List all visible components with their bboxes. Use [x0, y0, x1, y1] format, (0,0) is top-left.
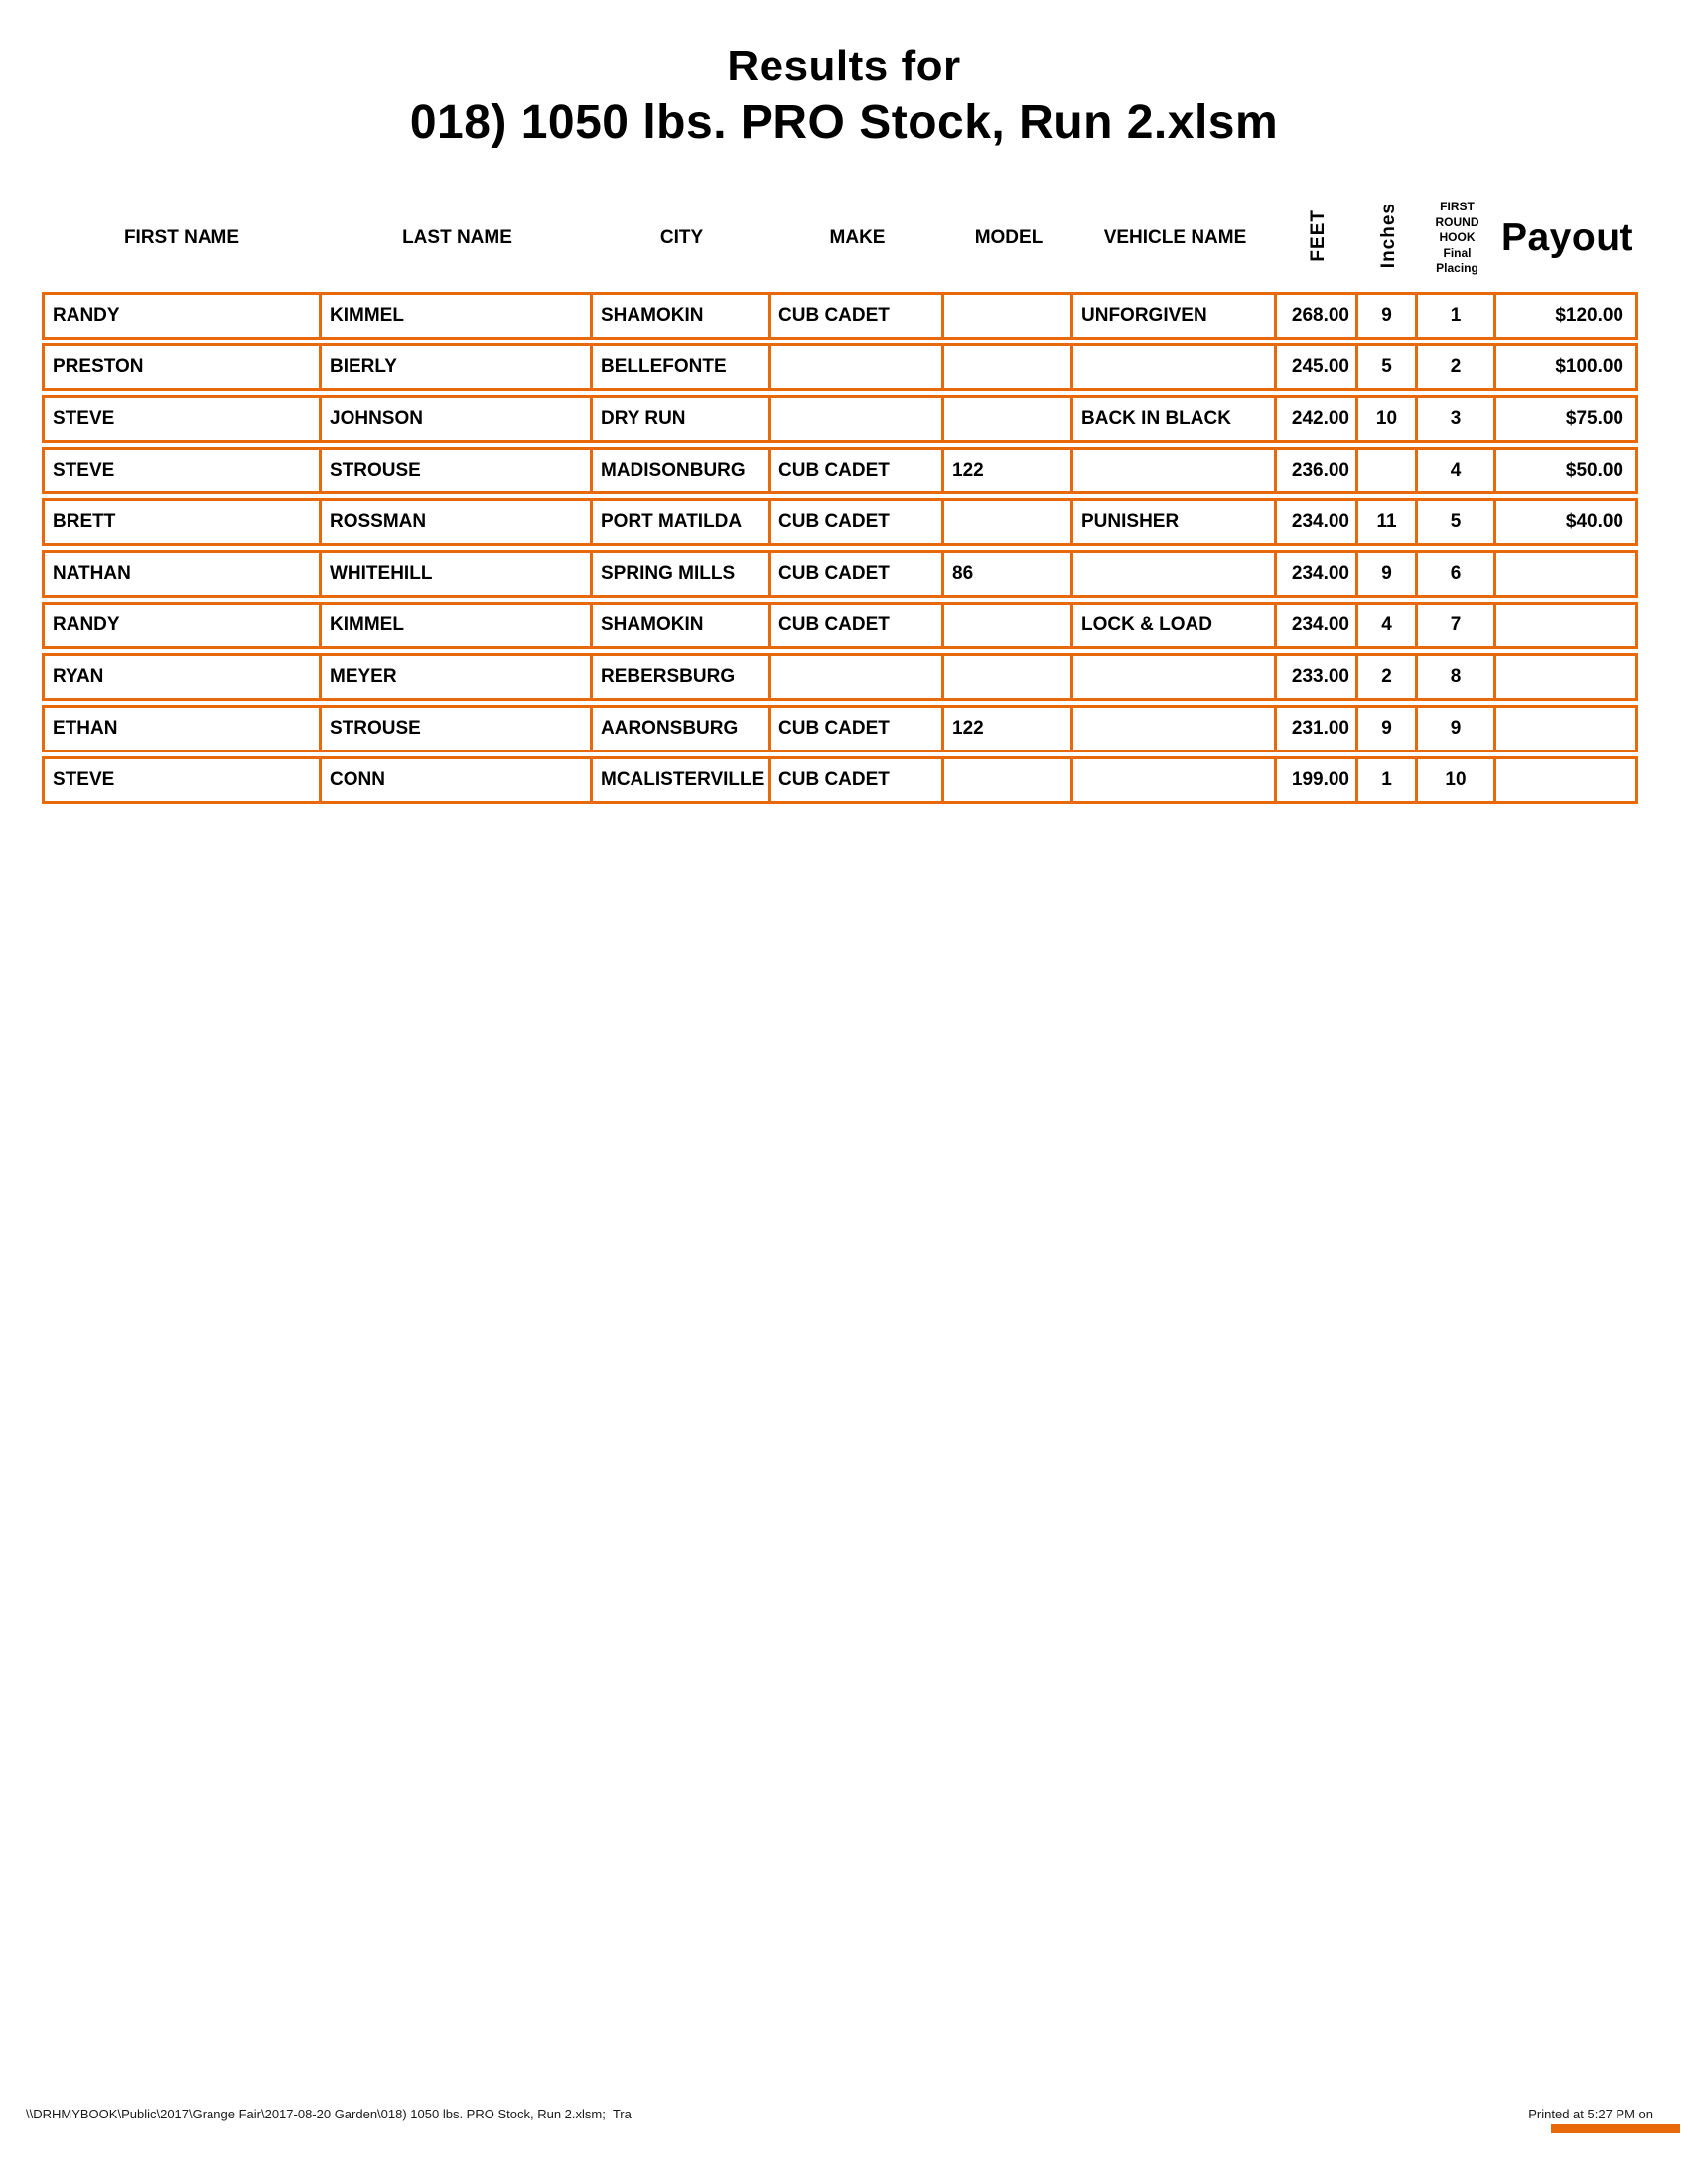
inches-rotated-label: Inches	[1377, 202, 1399, 269]
cell-make: CUB CADET	[771, 705, 944, 752]
results-table	[42, 185, 1638, 808]
cell-feet: 242.00	[1277, 395, 1358, 443]
table-row	[42, 447, 1638, 494]
placing-label-line: HOOK	[1439, 230, 1476, 245]
cell-model	[944, 395, 1073, 443]
cell-placing: 4	[1418, 447, 1496, 494]
table-row	[42, 705, 1638, 752]
cell-city: SHAMOKIN	[593, 602, 771, 649]
cell-feet: 231.00	[1277, 705, 1358, 752]
cell-feet: 245.00	[1277, 343, 1358, 391]
cell-city: SPRING MILLS	[593, 550, 771, 598]
cell-make	[771, 343, 944, 391]
col-header-make: MAKE	[829, 227, 886, 248]
cell-payout	[1496, 705, 1638, 752]
cell-feet: 234.00	[1277, 602, 1358, 649]
placing-label-line: ROUND	[1435, 214, 1479, 229]
cell-make: CUB CADET	[771, 602, 944, 649]
cell-first-name: PRESTON	[42, 343, 322, 391]
cell-vehicle-name	[1073, 550, 1277, 598]
cell-payout: $100.00	[1496, 343, 1638, 391]
page-title-line1: Results for	[727, 42, 961, 90]
cell-inches: 10	[1358, 395, 1418, 443]
cell-inches: 9	[1358, 292, 1418, 340]
cell-placing: 10	[1418, 756, 1496, 804]
cell-city: BELLEFONTE	[593, 343, 771, 391]
cell-last-name: ROSSMAN	[322, 498, 593, 546]
cell-model: 86	[944, 550, 1073, 598]
cell-inches: 11	[1358, 498, 1418, 546]
cell-payout: $120.00	[1496, 292, 1638, 340]
cell-make: CUB CADET	[771, 550, 944, 598]
cell-payout	[1496, 550, 1638, 598]
cell-last-name: STROUSE	[322, 447, 593, 494]
cell-feet: 199.00	[1277, 756, 1358, 804]
col-header-payout	[1496, 189, 1638, 288]
cell-last-name: STROUSE	[322, 705, 593, 752]
cell-model	[944, 653, 1073, 701]
col-header-placing	[1418, 189, 1496, 288]
cell-placing: 5	[1418, 498, 1496, 546]
cell-last-name: MEYER	[322, 653, 593, 701]
cell-vehicle-name	[1073, 705, 1277, 752]
cell-model	[944, 756, 1073, 804]
cell-inches: 9	[1358, 705, 1418, 752]
col-header-inches	[1358, 189, 1418, 288]
cell-vehicle-name: LOCK & LOAD	[1073, 602, 1277, 649]
cell-model	[944, 498, 1073, 546]
cell-vehicle-name: UNFORGIVEN	[1073, 292, 1277, 340]
cell-first-name: NATHAN	[42, 550, 322, 598]
cell-city: AARONSBURG	[593, 705, 771, 752]
cell-placing: 2	[1418, 343, 1496, 391]
cell-vehicle-name: BACK IN BLACK	[1073, 395, 1277, 443]
col-header-feet	[1277, 189, 1358, 288]
cell-city: REBERSBURG	[593, 653, 771, 701]
cell-city: PORT MATILDA	[593, 498, 771, 546]
cell-payout	[1496, 653, 1638, 701]
table-row	[42, 550, 1638, 598]
cell-inches: 9	[1358, 550, 1418, 598]
cell-placing: 1	[1418, 292, 1496, 340]
cell-make: CUB CADET	[771, 292, 944, 340]
cell-payout: $40.00	[1496, 498, 1638, 546]
cell-placing: 3	[1418, 395, 1496, 443]
table-row	[42, 756, 1638, 804]
cell-first-name: ETHAN	[42, 705, 322, 752]
cell-first-name: RANDY	[42, 602, 322, 649]
placing-label-line: Final	[1443, 245, 1472, 260]
col-header-first-name: FIRST NAME	[123, 227, 240, 248]
cell-vehicle-name	[1073, 343, 1277, 391]
cell-make: CUB CADET	[771, 756, 944, 804]
cell-first-name: RANDY	[42, 292, 322, 340]
feet-rotated-label: FEET	[1307, 208, 1329, 262]
cell-placing: 7	[1418, 602, 1496, 649]
table-row	[42, 653, 1638, 701]
table-row	[42, 395, 1638, 443]
header-row	[42, 189, 1638, 288]
cell-placing: 8	[1418, 653, 1496, 701]
cell-feet: 268.00	[1277, 292, 1358, 340]
col-header-model: MODEL	[974, 227, 1044, 248]
cell-inches: 1	[1358, 756, 1418, 804]
footer-printed-at: Printed at 5:27 PM on	[1528, 2107, 1653, 2121]
cell-inches: 4	[1358, 602, 1418, 649]
placing-label-line: FIRST	[1440, 200, 1475, 214]
cell-first-name: STEVE	[42, 395, 322, 443]
placing-label-line: Placing	[1436, 261, 1478, 276]
cell-last-name: BIERLY	[322, 343, 593, 391]
cell-vehicle-name: PUNISHER	[1073, 498, 1277, 546]
cell-vehicle-name	[1073, 653, 1277, 701]
cell-city: MCALISTERVILLE	[593, 756, 771, 804]
cell-inches: 2	[1358, 653, 1418, 701]
cell-last-name: KIMMEL	[322, 602, 593, 649]
cell-first-name: STEVE	[42, 756, 322, 804]
cell-city: MADISONBURG	[593, 447, 771, 494]
cell-model	[944, 343, 1073, 391]
cell-model	[944, 292, 1073, 340]
cell-city: DRY RUN	[593, 395, 771, 443]
cell-last-name: JOHNSON	[322, 395, 593, 443]
footer-file-path: \\DRHMYBOOK\Public\2017\Grange Fair\2017-08-20 Garden\018) 1050 lbs. PRO Stock, Run 2.xlsm; Tra	[26, 2107, 632, 2121]
cell-make: CUB CADET	[771, 447, 944, 494]
col-header-city: CITY	[659, 227, 704, 248]
footer-orange-bar	[1551, 2124, 1680, 2133]
cell-last-name: CONN	[322, 756, 593, 804]
cell-payout: $75.00	[1496, 395, 1638, 443]
cell-city: SHAMOKIN	[593, 292, 771, 340]
col-header-last-name: LAST NAME	[402, 227, 512, 248]
table-row	[42, 498, 1638, 546]
cell-placing: 9	[1418, 705, 1496, 752]
cell-first-name: STEVE	[42, 447, 322, 494]
cell-model	[944, 602, 1073, 649]
cell-make	[771, 653, 944, 701]
cell-inches: 5	[1358, 343, 1418, 391]
cell-payout: $50.00	[1496, 447, 1638, 494]
table-row	[42, 602, 1638, 649]
table-row	[42, 292, 1638, 340]
cell-vehicle-name	[1073, 756, 1277, 804]
cell-payout	[1496, 756, 1638, 804]
cell-feet: 236.00	[1277, 447, 1358, 494]
cell-model: 122	[944, 447, 1073, 494]
cell-payout	[1496, 602, 1638, 649]
cell-first-name: RYAN	[42, 653, 322, 701]
cell-feet: 233.00	[1277, 653, 1358, 701]
cell-vehicle-name	[1073, 447, 1277, 494]
cell-make	[771, 395, 944, 443]
cell-make: CUB CADET	[771, 498, 944, 546]
cell-inches	[1358, 447, 1418, 494]
cell-last-name: KIMMEL	[322, 292, 593, 340]
cell-feet: 234.00	[1277, 498, 1358, 546]
cell-feet: 234.00	[1277, 550, 1358, 598]
cell-last-name: WHITEHILL	[322, 550, 593, 598]
cell-placing: 6	[1418, 550, 1496, 598]
page-title-line2: 018) 1050 lbs. PRO Stock, Run 2.xlsm	[409, 96, 1279, 149]
cell-first-name: BRETT	[42, 498, 322, 546]
payout-label: Payout	[1500, 216, 1634, 259]
cell-model: 122	[944, 705, 1073, 752]
table-row	[42, 343, 1638, 391]
col-header-vehicle-name: VEHICLE NAME	[1103, 227, 1247, 248]
